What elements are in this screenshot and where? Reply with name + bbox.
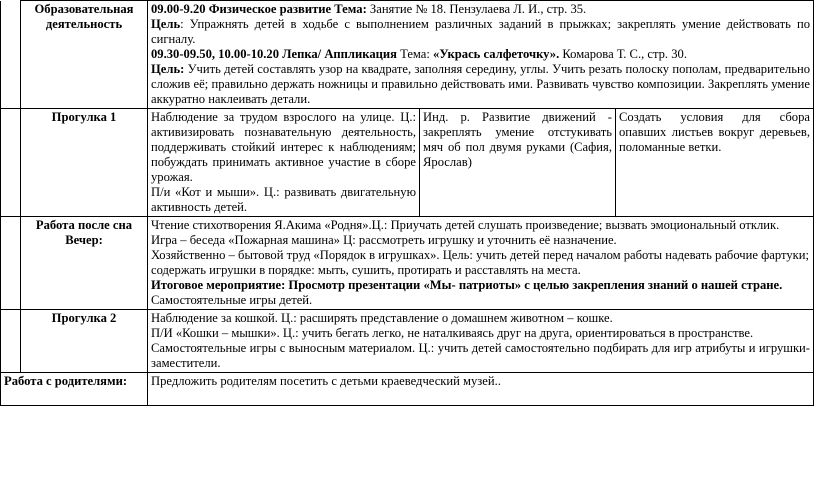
walk2-p1: Наблюдение за кошкой. Ц.: расширять представление о домашнем животном – кошке. [151, 311, 613, 325]
evening-p3: Хозяйственно – бытовой труд «Порядок в игрушках». Цель: учить детей перед началом работы надевать рабочие фартуки; содержать игрушки в порядке: мыть, сушить, протирать и расставлять на места. [151, 248, 809, 277]
education-topic2-source: Комарова Т. С., стр. 30. [559, 47, 687, 61]
row-education [1, 1, 814, 109]
evening-p4 [151, 278, 810, 293]
empty-left-cell [1, 109, 21, 217]
row-parents [1, 373, 814, 406]
walk1-game: П/и «Кот и мыши». Ц.: развивать двигательную активность детей. [151, 185, 416, 214]
evening-label: Работа после сна Вечер: [21, 217, 148, 310]
evening-final-label: Итоговое мероприятие: [151, 278, 286, 292]
education-label: Образовательная деятельность [21, 1, 148, 109]
parents-label: Работа с родителями: [1, 373, 148, 406]
walk2-p3: Самостоятельные игры с выносным материалом. Ц.: учить детей самостоятельно подбирать для игр атрибуты и игрушки-заместители. [151, 341, 810, 370]
education-topic2-label: Тема: [396, 47, 434, 61]
education-topic: Занятие № 18. Пензулаева Л. И., стр. 35. [366, 2, 587, 16]
education-goal-label: Цель [151, 17, 181, 31]
evening-p1: Чтение стихотворения Я.Акима «Родня».Ц.: Приучать детей слушать произведение; вызвать эмоциональный отклик. [151, 218, 780, 232]
education-topic2-name: «Укрась салфеточку». [433, 47, 560, 61]
education-goal2-text: Учить детей составлять узор на квадрате, заполняя середину, углы. Учить резать полоску пополам, предварительно сложив её; правильно держать ножницы и правильно действовать ими. Развивать чувство композиции. Закреплять умение аккуратно наклеивать детали. [151, 62, 810, 106]
education-p2 [151, 17, 810, 47]
walk1-col1 [148, 109, 420, 217]
education-p1 [151, 2, 810, 17]
walk2-label: Прогулка 2 [21, 310, 148, 373]
empty-left-cell [1, 310, 21, 373]
evening-content [148, 217, 814, 310]
walk1-label: Прогулка 1 [21, 109, 148, 217]
education-goal2-label: Цель: [151, 62, 185, 76]
evening-p2: Игра – беседа «Пожарная машина» Ц: рассмотреть игрушку и уточнить её назначение. [151, 233, 617, 247]
education-content [148, 1, 814, 109]
education-p3 [151, 47, 810, 62]
walk2-content [148, 310, 814, 373]
row-walk2 [1, 310, 814, 373]
education-p4 [151, 62, 810, 107]
empty-left-cell [1, 1, 21, 109]
education-goal-text: : Упражнять детей в ходьбе с выполнением различных заданий в прыжках; закреплять умение действовать по сигналу. [151, 17, 810, 46]
education-time: 09.00-9.20 Физическое развитие Тема: [151, 2, 367, 16]
walk1-col2: Инд. р. Развитие движений - закреплять умение отстукивать мяч об пол двумя руками (Сафия, Ярослав) [420, 109, 616, 217]
evening-p5: Самостоятельные игры детей. [151, 293, 313, 307]
walk1-col3: Создать условия для сбора опавших листьев вокруг деревьев, поломанные ветки. [616, 109, 814, 217]
education-time2: 09.30-09.50, 10.00-10.20 Лепка/ Аппликация [151, 47, 397, 61]
walk2-p2: П/И «Кошки – мышки». Ц.: учить бегать легко, не наталкиваясь друг на друга, ориентироваться в пространстве. [151, 326, 754, 340]
walk1-observation: Наблюдение за трудом взрослого на улице. Ц.: активизировать познавательную деятельность, поддерживать стойкий интерес к наблюдениям; побуждать принимать активное участие в сборе урожая. [151, 110, 416, 184]
parents-content: Предложить родителям посетить с детьми краеведческий музей.. [148, 373, 814, 406]
empty-left-cell [1, 217, 21, 310]
row-walk1 [1, 109, 814, 217]
evening-final-text: Просмотр презентации «Мы- патриоты» с целью закрепления знаний о нашей стране. [285, 278, 783, 292]
row-evening [1, 217, 814, 310]
